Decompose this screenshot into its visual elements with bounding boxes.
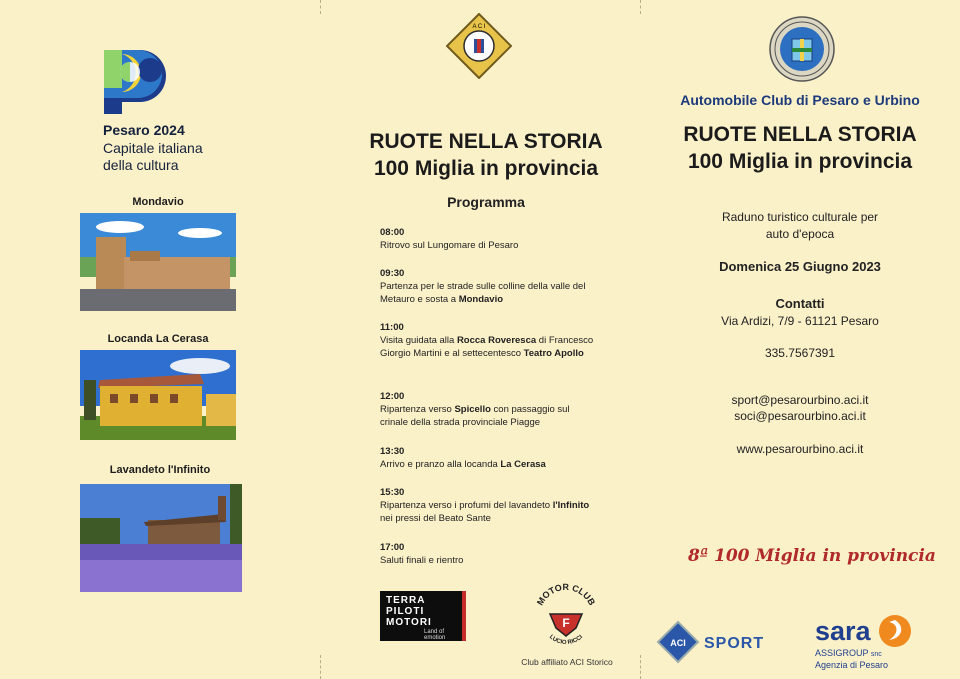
aci-storico-diamond-logo <box>446 13 512 79</box>
program-text: Visita guidata alla <box>380 335 457 346</box>
aci-sport-aci-text: ACI <box>670 638 686 648</box>
sara-snc: snc <box>870 651 882 658</box>
pesaro-title: Pesaro 2024 <box>103 122 185 138</box>
program-item <box>380 541 598 567</box>
motor-club-lucio-ricci-logo <box>532 582 600 650</box>
program-text: Ripartenza verso <box>380 404 455 415</box>
program-item <box>380 321 598 360</box>
club-affiliato-caption: Club affiliato ACI Storico <box>521 657 613 667</box>
edition-tagline: 8ª 100 Miglia in provincia <box>688 546 936 566</box>
contact-email-soci[interactable]: soci@pesarourbino.aci.it <box>734 409 866 423</box>
middle-title-line1: RUOTE NELLA STORIA <box>369 130 603 153</box>
contact-website[interactable]: www.pesarourbino.aci.it <box>736 442 864 456</box>
right-title-line2: 100 Miglia in provincia <box>687 150 913 173</box>
pesaro-subtitle-line1: Capitale italiana <box>103 140 203 156</box>
photo-locanda-la-cerasa <box>80 350 236 440</box>
program-text: Partenza per le strade sulle colline della valle del Metauro e sosta a <box>380 281 586 305</box>
sara-group-line <box>815 648 913 660</box>
sara-assigroup-logo <box>815 614 913 670</box>
terra-logo-line2: PILOTI <box>386 606 425 617</box>
photo-lavandeto <box>80 484 242 592</box>
club-name: Automobile Club di Pesaro e Urbino <box>680 92 920 108</box>
pesaro-subtitle-line2: della cultura <box>103 157 179 173</box>
photo-mondavio <box>80 213 236 311</box>
program-text: nei pressi del Beato Sante <box>380 513 491 524</box>
fold-line-right <box>640 0 641 14</box>
aci-sport-logo <box>656 620 790 664</box>
motor-club-top-text: MOTOR CLUB <box>534 582 598 607</box>
program-time: 11:00 <box>380 322 404 333</box>
contact-email-sport[interactable]: sport@pesarourbino.aci.it <box>731 393 869 407</box>
program-heading: Programma <box>447 194 525 210</box>
middle-title <box>326 128 646 182</box>
program-text: con passaggio sul crinale della strada provinciale Piagge <box>380 404 570 428</box>
program-item <box>380 486 598 525</box>
terra-red-stripe <box>462 591 466 641</box>
middle-title-line2: 100 Miglia in provincia <box>373 157 599 180</box>
motor-club-bottom-text: LUCIO RICCI <box>547 634 585 647</box>
raduno-line1: Raduno turistico culturale per <box>721 210 879 224</box>
fold-line-left <box>320 0 321 14</box>
fold-line-left-bottom <box>320 655 321 679</box>
right-title <box>648 121 952 175</box>
program-text: di Francesco Giorgio Martini e al settecentesco <box>380 335 594 359</box>
program-highlight: La Cerasa <box>500 459 546 470</box>
photo-caption-locanda: Locanda La Cerasa <box>107 333 209 345</box>
program-text: Arrivo e pranzo alla locanda <box>380 459 501 470</box>
sara-agency: Agenzia di Pesaro <box>815 660 889 670</box>
aci-storico-logo-letters: A C I <box>472 24 486 30</box>
program-text: Ripartenza verso i profumi del lavandeto <box>380 500 553 511</box>
terra-logo-line3: MOTORI <box>386 617 432 628</box>
sara-group: ASSIGROUP <box>815 648 869 658</box>
raduno-line2: auto d'epoca <box>765 227 835 241</box>
terra-piloti-motori-logo <box>380 591 466 641</box>
svg-text:MOTOR CLUB <box>535 582 598 607</box>
program-text: Ritrovo sul Lungomare di Pesaro <box>380 240 519 251</box>
photo-caption-mondavio: Mondavio <box>132 196 184 208</box>
terra-logo-line1: TERRA <box>386 595 426 606</box>
program-highlight: l'Infinito <box>552 500 590 511</box>
photo-caption-lavandeto: Lavandeto l'Infinito <box>109 464 211 476</box>
sara-name: sara <box>815 616 871 646</box>
program-time: 08:00 <box>380 227 405 238</box>
program-time: 15:30 <box>380 487 405 498</box>
contact-address: Via Ardizi, 7/9 - 61121 Pesaro <box>721 314 879 328</box>
program-time: 12:00 <box>380 391 405 402</box>
contact-phone[interactable]: 335.7567391 <box>764 346 836 360</box>
program-item <box>380 267 598 306</box>
program-time: 13:30 <box>380 446 405 457</box>
program-item <box>380 226 598 252</box>
program-highlight: Rocca Roveresca <box>456 335 537 346</box>
aci-pesaro-urbino-logo <box>768 15 836 83</box>
event-date: Domenica 25 Giugno 2023 <box>719 259 881 274</box>
program-item <box>380 390 598 429</box>
program-highlight: Mondavio <box>458 294 504 305</box>
program-time: 17:00 <box>380 542 405 553</box>
program-time: 09:30 <box>380 268 405 279</box>
terra-logo-tag: Land of emotion <box>424 629 446 641</box>
motor-club-letter: F <box>562 616 570 630</box>
pesaro-2024-logo <box>100 48 174 114</box>
program-highlight: Spicello <box>454 404 491 415</box>
aci-sport-text: SPORT <box>704 635 765 652</box>
contacts-heading: Contatti <box>775 296 825 311</box>
program-item <box>380 445 598 471</box>
program-highlight: Teatro Apollo <box>523 348 584 359</box>
pesaro-subtitle <box>103 140 203 174</box>
fold-line-right-bottom <box>640 655 641 679</box>
program-text: Saluti finali e rientro <box>380 555 464 566</box>
right-title-line1: RUOTE NELLA STORIA <box>683 123 917 146</box>
sara-orange-mark-icon <box>877 614 913 648</box>
